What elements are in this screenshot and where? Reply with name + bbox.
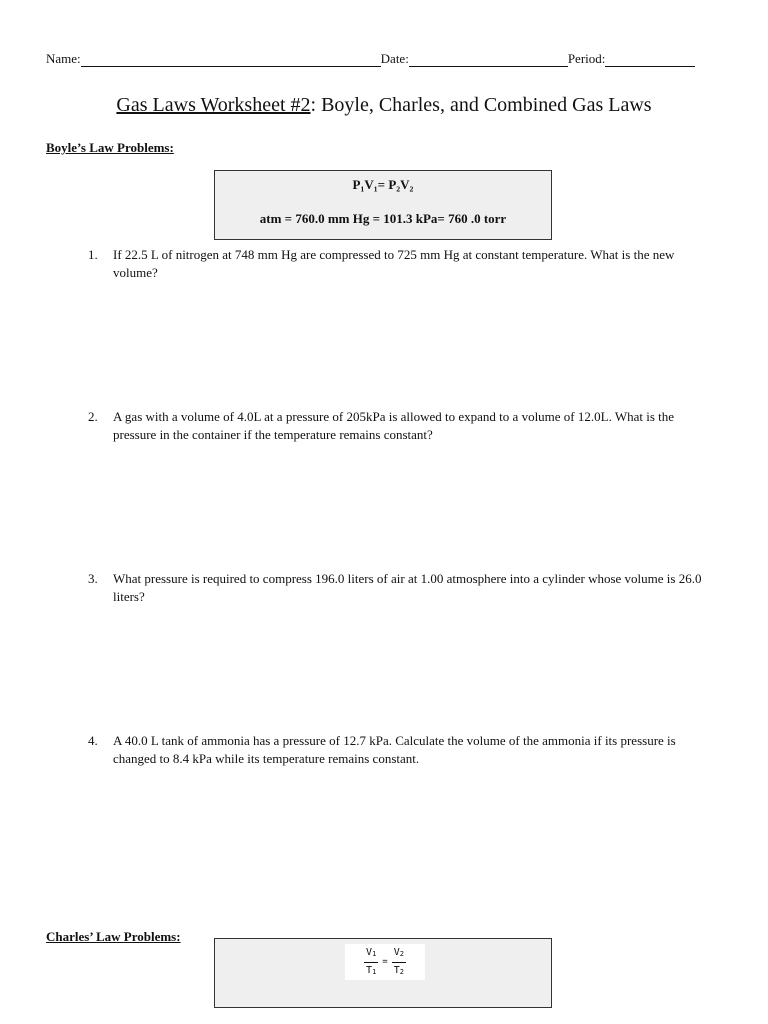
- problem-text: If 22.5 L of nitrogen at 748 mm Hg are compressed to 725 mm Hg at constant temperature. What is the new volume?: [113, 247, 675, 280]
- worksheet-title: [0, 94, 768, 117]
- problem-3: [88, 570, 718, 606]
- charles-law-formula-box: [214, 938, 552, 1008]
- problem-number: 4.: [88, 733, 98, 748]
- student-info-line: [46, 47, 716, 67]
- charles-law-formula: [345, 944, 425, 980]
- charles-law-heading: Charles’ Law Problems:: [46, 929, 181, 944]
- worksheet-title-subtitle: : Boyle, Charles, and Combined Gas Laws: [310, 94, 652, 116]
- problem-text: A 40.0 L tank of ammonia has a pressure of 12.7 kPa. Calculate the volume of the ammonia if its pressure is changed to 8.4 kPa while its temperature remains constant.: [113, 733, 676, 766]
- worksheet-title-main: Gas Laws Worksheet #2: [116, 94, 311, 116]
- problem-text: What pressure is required to compress 196.0 liters of air at 1.00 atmosphere into a cylinder whose volume is 26.0 liters?: [113, 571, 702, 604]
- period-label: Period:: [567, 51, 606, 66]
- problem-2: [88, 408, 718, 444]
- period-blank[interactable]: [605, 52, 695, 67]
- date-label: Date:: [380, 51, 409, 66]
- date-blank[interactable]: [409, 52, 568, 67]
- boyles-law-formula: P₁V₁= P₂V₂: [352, 177, 414, 192]
- fraction-v2-t2: $\frac{V2}{T2}$: [393, 946, 404, 976]
- pressure-conversion: atm = 760.0 mm Hg = 101.3 kPa= 760 .0 torr: [259, 211, 507, 226]
- name-label: Name:: [46, 51, 81, 66]
- problem-text: A gas with a volume of 4.0L at a pressure of 205kPa is allowed to expand to a volume of 12.0L. What is the pressure in the container if the temperature remains constant?: [113, 409, 675, 442]
- equals-sign: =: [382, 957, 388, 967]
- problem-1: [88, 246, 718, 282]
- name-blank[interactable]: [81, 52, 381, 67]
- problem-4: [88, 732, 718, 768]
- problem-number: 1.: [88, 247, 98, 262]
- boyles-law-heading: Boyle’s Law Problems:: [46, 140, 174, 155]
- boyles-law-formula-box: [214, 170, 552, 240]
- problem-number: 3.: [88, 571, 98, 586]
- fraction-v1-t1: $\frac{V1}{T1}$: [366, 946, 377, 976]
- problem-number: 2.: [88, 409, 98, 424]
